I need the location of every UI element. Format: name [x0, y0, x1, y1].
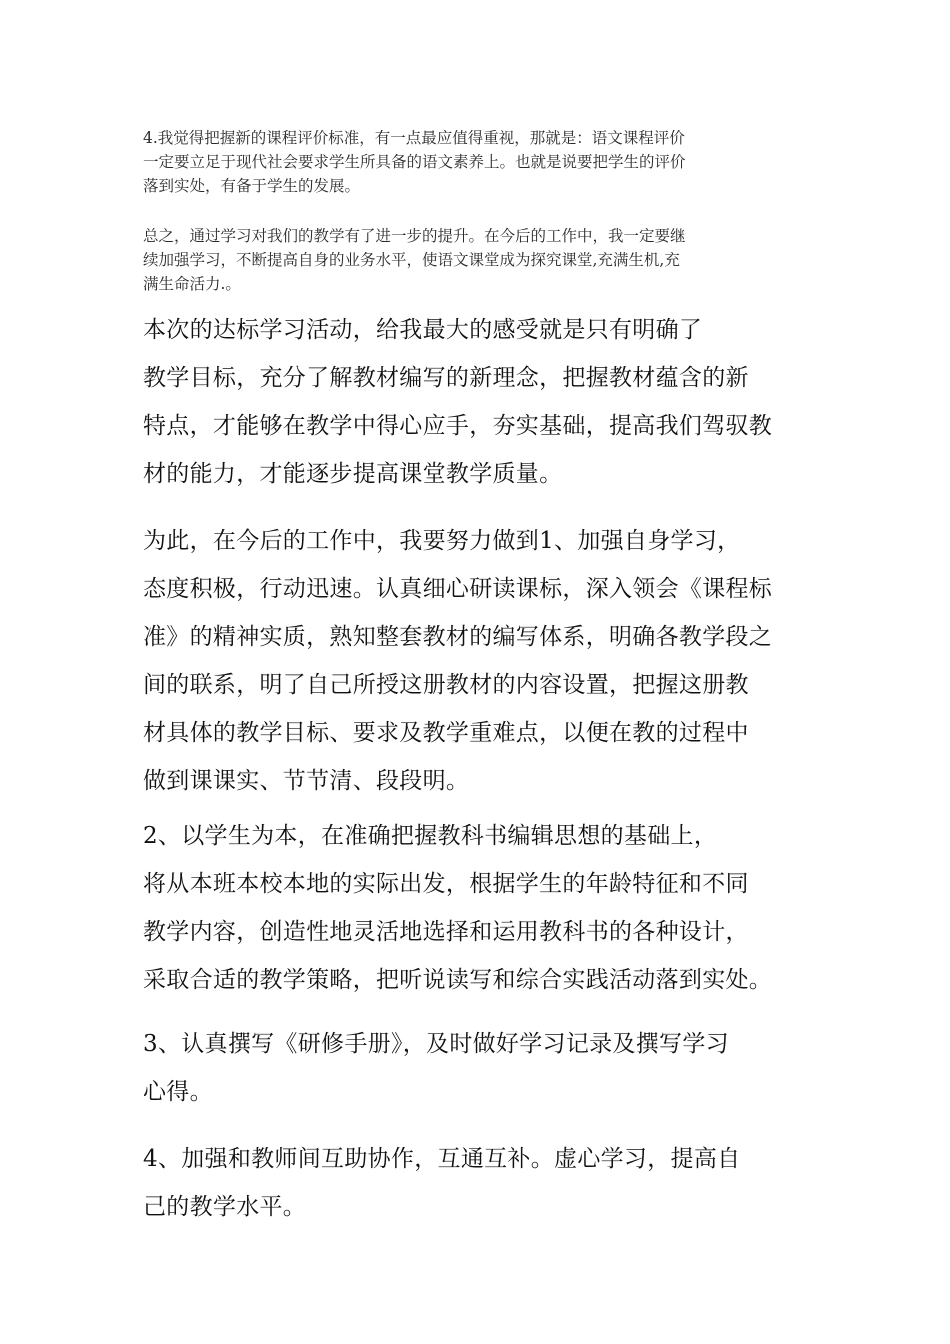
paragraph-summary: 总之，通过学习对我们的教学有了进一步的提升。在今后的工作中，我一定要继 续加强学习，不断提高自身的业务水平，使语文课堂成为探究课堂,充满生机,充 满生命活力.。 [143, 227, 686, 293]
paragraph-activity-feeling: 本次的达标学习活动，给我最大的感受就是只有明确了 教学目标，充分了解教材编写的新理念，把握教材蕴含的新 特点，才能够在教学中得心应手，夯实基础，提高我们驾驭教 材的能力，才能逐步提高课堂教学质量。 [143, 317, 773, 487]
paragraph-plan-item-2: 2、以学生为本，在准确把握教科书编辑思想的基础上， 将从本班本校本地的实际出发，根据学生的年龄特征和不同 教学内容，创造性地灵活地选择和运用教科书的各种设计， 采取合适的教学策略，把听说读写和综合实践活动落到实处。 [143, 823, 773, 993]
paragraph-plan-item-1: 为此，在今后的工作中，我要努力做到1、加强自身学习， 态度积极，行动迅速。认真细心研读课标，深入领会《课程标 准》的精神实质，熟知整套教材的编写体系，明确各教学段之 间的联系，明了自己所授这册教材的内容设置，把握这册教 材具体的教学目标、要求及教学重难点，以便在教的过程中 做到课课实、节节清、段段明。 [143, 528, 773, 794]
paragraph-plan-item-3: 3、认真撰写《研修手册》，及时做好学习记录及撰写学习 心得。 [143, 1031, 729, 1105]
paragraph-plan-item-4: 4、加强和教师间互助协作，互通互补。虚心学习，提高自 己的教学水平。 [143, 1146, 741, 1220]
paragraph-evaluation-standard: 4.我觉得把握新的课程评价标准，有一点最应值得重视，那就是：语文课程评价 一定要立足于现代社会要求学生所具备的语文素养上。也就是说要把学生的评价 落到实处，有备于学生的发展。 [143, 129, 686, 195]
